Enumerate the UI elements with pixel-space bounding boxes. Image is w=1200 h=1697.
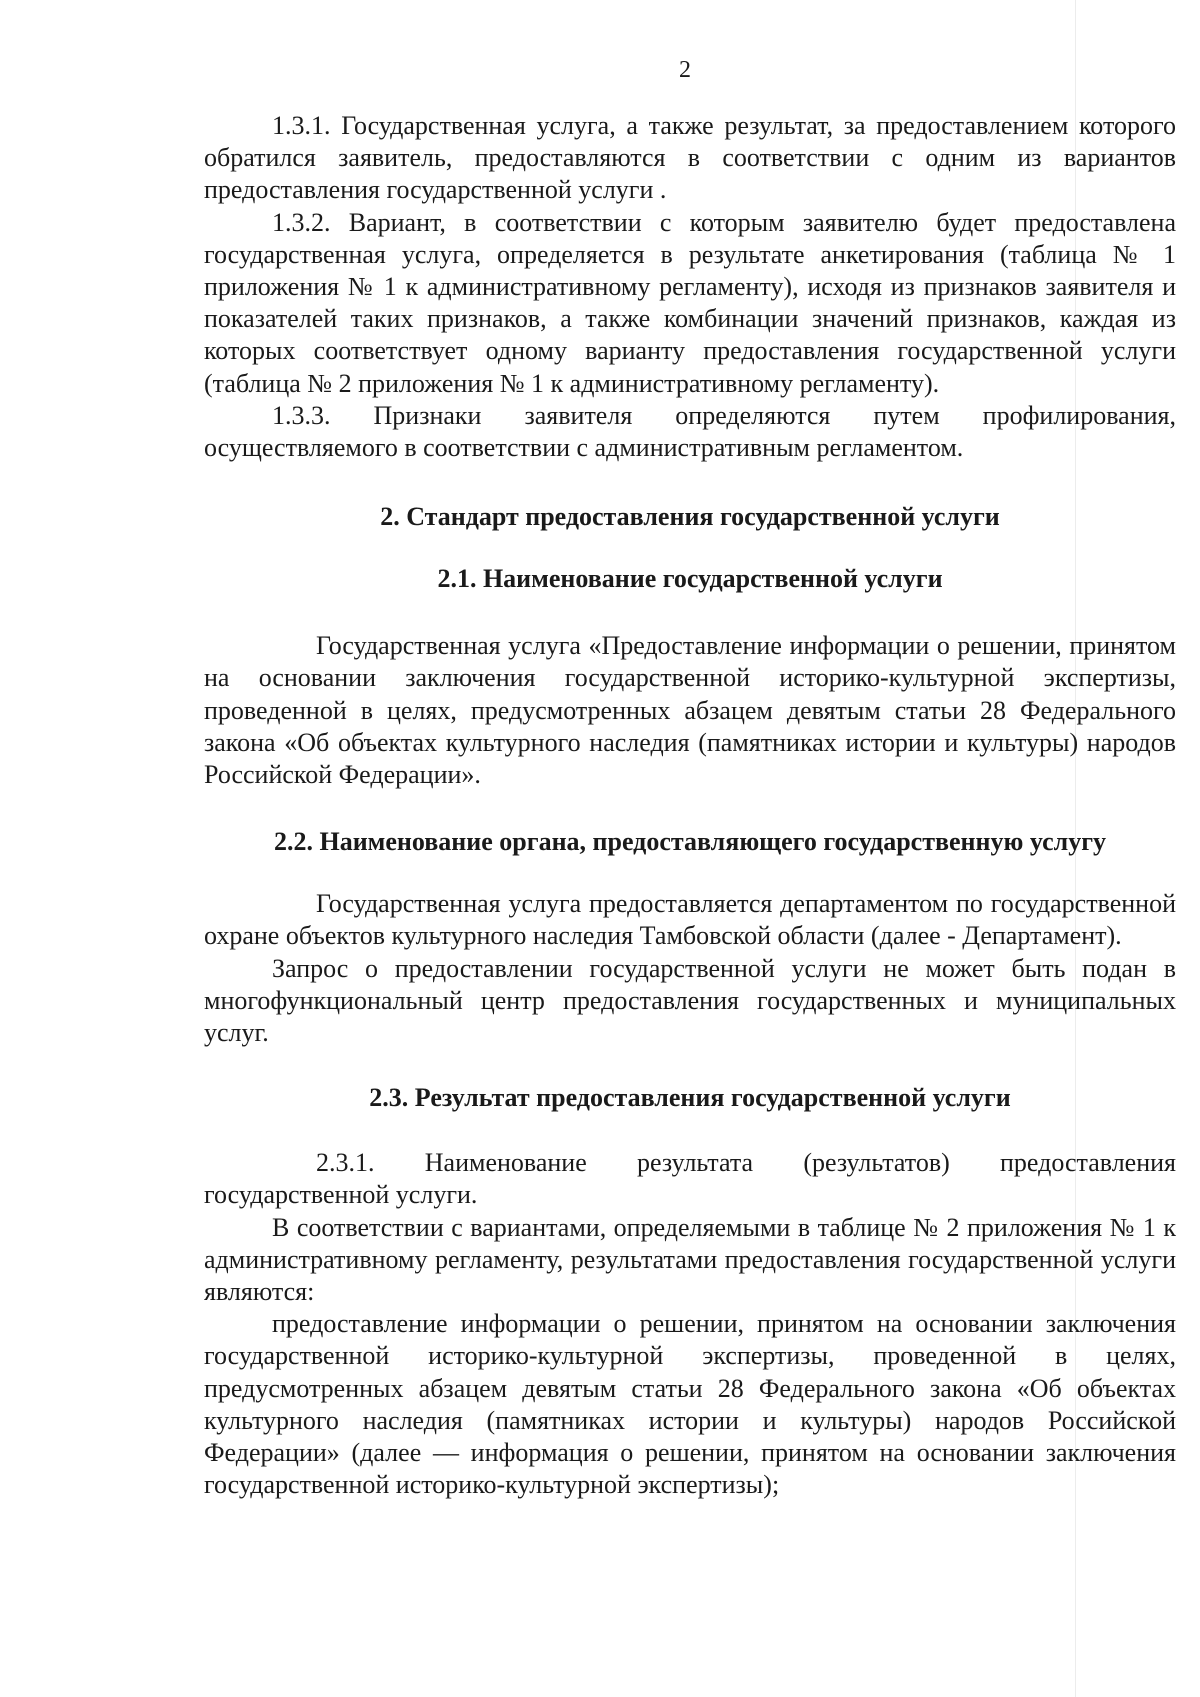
- paragraph-1-3-1: 1.3.1. Государственная услуга, а также результат, за предоставлением которого обратился заявитель, предоставляются в соответствии с одним из вариантов предоставления государственной услуги .: [204, 111, 1176, 205]
- paragraph-2-1: Государственная услуга «Предоставление информации о решении, принятом на основании заключения государственной историко-культурной экспертизы, проведенной в целях, предусмотренных абзацем девятым статьи 28 Федерального закона «Об объектах культурного наследия (памятниках истории и культуры) народов Российской Федерации».: [204, 631, 1176, 790]
- paragraph-1-3-2: 1.3.2. Вариант, в соответствии с которым заявителю будет предоставлена государственная услуга, определяется в результате анкетирования (таблица № 1 приложения № 1 к административному регламенту), исходя из признаков заявителя и показателей таких признаков, а также комбинации значений признаков, каждая из которых соответствует одному варианту предоставления государственной услуги (таблица № 2 приложения № 1 к административному регламенту).: [204, 207, 1176, 398]
- section-2-2-heading: 2.2. Наименование органа, предоставляющего государственную услугу: [273, 827, 1107, 857]
- paragraph-1-3-3: 1.3.3. Признаки заявителя определяются путем профилирования, осуществляемого в соответствии с административным регламентом.: [204, 400, 1176, 463]
- paragraph-2-3-b: В соответствии с вариантами, определяемыми в таблице № 2 приложения № 1 к административному регламенту, результатами предоставления государственной услуги являются:: [204, 1212, 1176, 1307]
- section-2-1-heading: 2.1. Наименование государственной услуги: [437, 564, 943, 594]
- page-number: 2: [679, 57, 691, 83]
- paragraph-2-2-a: Государственная услуга предоставляется департаментом по государственной охране объектов культурного наследия Тамбовской области (далее - Департамент).: [204, 889, 1176, 951]
- paragraph-2-2-b: Запрос о предоставлении государственной услуги не может быть подан в многофункциональный центр предоставления государственных и муниципальных услуг.: [204, 953, 1176, 1048]
- document-body: [204, 110, 1176, 1502]
- section-2-heading: 2. Стандарт предоставления государственной услуги: [380, 502, 1000, 532]
- paragraph-2-3-c: предоставление информации о решении, принятом на основании заключения государственной историко-культурной экспертизы, проведенной в целях, предусмотренных абзацем девятым статьи 28 Федерального закона «Об объектах культурного наследия (памятниках истории и культуры) народов Российской Федерации» (далее — информация о решении, принятом на основании заключения государственной историко-культурной экспертизы);: [204, 1309, 1176, 1500]
- paragraph-2-3-1: 2.3.1. Наименование результата (результатов) предоставления государственной услуги.: [204, 1148, 1176, 1210]
- section-2-3-heading: 2.3. Результат предоставления государственной услуги: [369, 1083, 1011, 1113]
